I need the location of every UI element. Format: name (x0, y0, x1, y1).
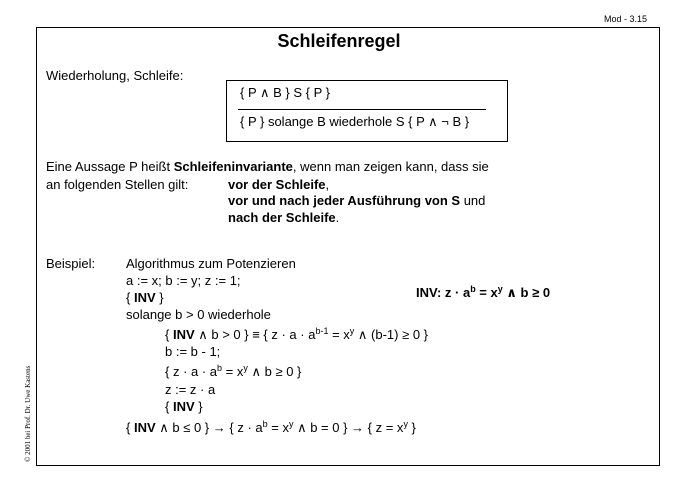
definition-line-2: an folgenden Stellen gilt: (46, 177, 189, 192)
code-inv-2: { INV } (165, 399, 203, 414)
place-each-iteration: vor und nach jeder Ausführung von S und (228, 193, 486, 208)
code-postcondition: { INV ∧ b ≤ 0 } → { $z \cdot a^b = x^y$ ∧ b = 0 } → { $z = x^y$ } (126, 419, 416, 435)
term-loop-invariant: Schleifeninvariante (173, 159, 293, 174)
copyright-note: © 2001 bei Prof. Dr. Uwe Kastens (24, 365, 32, 462)
place-after-loop: nach der Schleife. (228, 210, 340, 225)
place-before-loop: vor der Schleife, (228, 177, 330, 192)
rule-premise: { P ∧ B } S { P } (240, 85, 330, 100)
example-label: Beispiel: (46, 256, 96, 271)
code-inv-1: { INV } (126, 290, 164, 305)
code-assign-b: b := b - 1; (165, 344, 221, 359)
rule-conclusion: { P } solange B wiederhole S { P ∧ ¬ B } (240, 114, 470, 129)
code-intermediate-assertion: { $z \cdot a \cdot a^b = x^y$ ∧ b ≥ 0 } (165, 363, 302, 379)
example-heading: Algorithmus zum Potenzieren (126, 256, 296, 271)
intro-label: Wiederholung, Schleife: (46, 68, 184, 83)
code-init: a := x; b := y; z := 1; (126, 273, 241, 288)
code-assign-z: z := z · a (165, 382, 216, 397)
rule-divider (238, 109, 486, 110)
definition-line-1: Eine Aussage P heißt Schleifeninvariante, wenn man zeigen kann, dass sie (46, 159, 489, 174)
code-loop-precondition: { INV ∧ b > 0 } ≡ { $z \cdot a \cdot a^{b-1} = x^y$ ∧ (b-1) ≥ 0 } (165, 326, 429, 342)
page-title: Schleifenregel (277, 31, 401, 51)
code-loop-header: solange b > 0 wiederhole (126, 307, 271, 322)
slide-number: Mod - 3.15 (604, 14, 648, 24)
invariant-formula: INV: $z \cdot a^b = x^y$ ∧ b ≥ 0 (416, 284, 551, 300)
